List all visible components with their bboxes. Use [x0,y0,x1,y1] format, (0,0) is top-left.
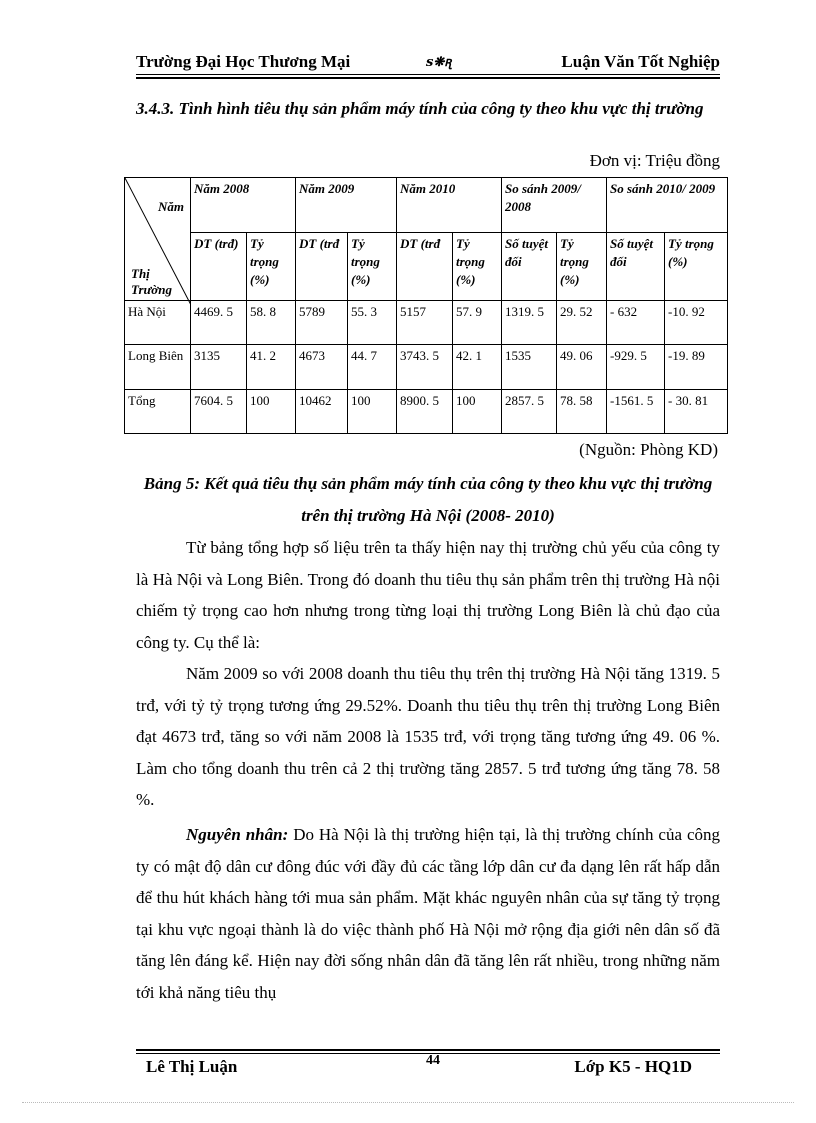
sales-table [124,177,728,434]
row-market: Hà Nội [125,301,191,345]
table-cell: 100 [247,390,296,434]
page-number: 44 [426,1053,440,1068]
table-cell: 7604. 5 [191,390,247,434]
sub-header: Tỷ trọng (%) [247,233,296,301]
table-cell: 42. 1 [453,345,502,390]
table-cell: -10. 92 [665,301,728,345]
corner-market-label: Thị Trường [131,266,173,297]
header-rule-thick [136,77,720,79]
group-header: Năm 2010 [397,178,502,233]
table-cell: 49. 06 [557,345,607,390]
table-cell: 58. 8 [247,301,296,345]
footer-rule-thick [136,1049,720,1051]
table-cell: 78. 58 [557,390,607,434]
header-ornament: ꜱ❋ꭆ [426,54,452,69]
sub-header: Tỷ trọng (%) [348,233,397,301]
reason-text: Do Hà Nội là thị trường hiện tại, là thị trường chính của công ty có mật độ dân cư đông đúc với đầy đủ các tầng lớp dân cư đa dạng lên rất hấp dẫn để thu hút khách hàng tới mua sản phẩm. Mặt khác nguyên nhân của sự tăng tỷ trọng tại khu vực ngoại thành là do việc thành phố Hà Nội mở rộng địa giới nên dân số đã tăng lên đáng kể. Hiện nay đời sống nhân dân đã tăng lên rất nhiều, trong những năm tới khả năng tiêu thụ [136,825,720,1002]
table-cell: 4469. 5 [191,301,247,345]
reason-lead: Nguyên nhân: [186,825,289,844]
footer-author: Lê Thị Luận [146,1057,238,1076]
table-cell: 57. 9 [453,301,502,345]
sub-header: Số tuyệt đối [607,233,665,301]
table-cell: 8900. 5 [397,390,453,434]
page-header [136,48,720,76]
table-cell: 44. 7 [348,345,397,390]
group-header: So sánh 2010/ 2009 [607,178,728,233]
header-rule [136,74,720,75]
sub-header: DT (trđ [397,233,453,301]
table-cell: -1561. 5 [607,390,665,434]
sub-header: Tỷ trọng (%) [453,233,502,301]
paragraph-2009-analysis: Năm 2009 so với 2008 doanh thu tiêu thụ trên thị trường Hà Nội tăng 1319. 5 trđ, với tỷ tỷ trọng tương ứng 29.52%. Doanh thu tiêu thụ trên thị trường Long Biên đạt 4673 trđ, tăng so với năm 2008 là 1535 trđ, với trọng tăng tương ứng 49. 06 %. Làm cho tổng doanh thu trên cả 2 thị trường tăng 2857. 5 trđ tương ứng tăng 78. 58 %. [136,664,720,809]
table-cell: 4673 [296,345,348,390]
sub-header: Tỷ trọng (%) [665,233,728,301]
table-cell: - 632 [607,301,665,345]
row-market: Tổng [125,390,191,434]
table-cell: 10462 [296,390,348,434]
table-cell: -19. 89 [665,345,728,390]
table-cell: 100 [453,390,502,434]
table-cell: 3743. 5 [397,345,453,390]
sub-header: Tỷ trọng (%) [557,233,607,301]
row-market: Long Biên [125,345,191,390]
sub-header: DT (trđ [296,233,348,301]
table-cell: 1319. 5 [502,301,557,345]
corner-year-label: Năm [158,199,184,214]
table-cell: 2857. 5 [502,390,557,434]
sub-header: DT (trđ) [191,233,247,301]
table-caption: Bảng 5: Kết quả tiêu thụ sản phẩm máy tính của công ty theo khu vực thị trường trên thị trường Hà Nội (2008- 2010) [143,474,713,525]
group-header: Năm 2009 [296,178,397,233]
table-row [125,345,728,390]
header-school: Trường Đại Học Thương Mại [136,52,351,71]
group-header: Năm 2008 [191,178,296,233]
table-cell: 5789 [296,301,348,345]
table-cell: 41. 2 [247,345,296,390]
paragraph-summary: Từ bảng tổng hợp số liệu trên ta thấy hiện nay thị trường chủ yếu của công ty là Hà Nội và Long Biên. Trong đó doanh thu tiêu thụ sản phẩm trên thị trường Hà nội chiếm tỷ trọng cao hơn nhưng trong từng loại thị trường Long Biên là chủ đạo của công ty. Cụ thể là: [136,538,720,652]
table-row [125,301,728,345]
page-footer [136,1049,720,1079]
table-cell: 55. 3 [348,301,397,345]
group-header: So sánh 2009/ 2008 [502,178,607,233]
header-thesis: Luận Văn Tốt Nghiệp [561,52,720,71]
table-cell: 3135 [191,345,247,390]
table-corner [125,178,191,301]
sub-header: Số tuyệt đối [502,233,557,301]
table-row [125,390,728,434]
paragraph-reason [136,819,720,1008]
table-cell: 5157 [397,301,453,345]
table-source: (Nguồn: Phòng KD) [579,440,718,459]
page-edge-dots [22,1102,794,1103]
footer-class: Lớp K5 - HQ1D [574,1057,692,1076]
table-cell: -929. 5 [607,345,665,390]
unit-label: Đơn vị: Triệu đồng [589,151,720,170]
table-cell: 29. 52 [557,301,607,345]
section-title: 3.4.3. Tình hình tiêu thụ sản phẩm máy tính của công ty theo khu vực thị trường [136,99,704,118]
table-cell: 100 [348,390,397,434]
table-cell: - 30. 81 [665,390,728,434]
table-cell: 1535 [502,345,557,390]
